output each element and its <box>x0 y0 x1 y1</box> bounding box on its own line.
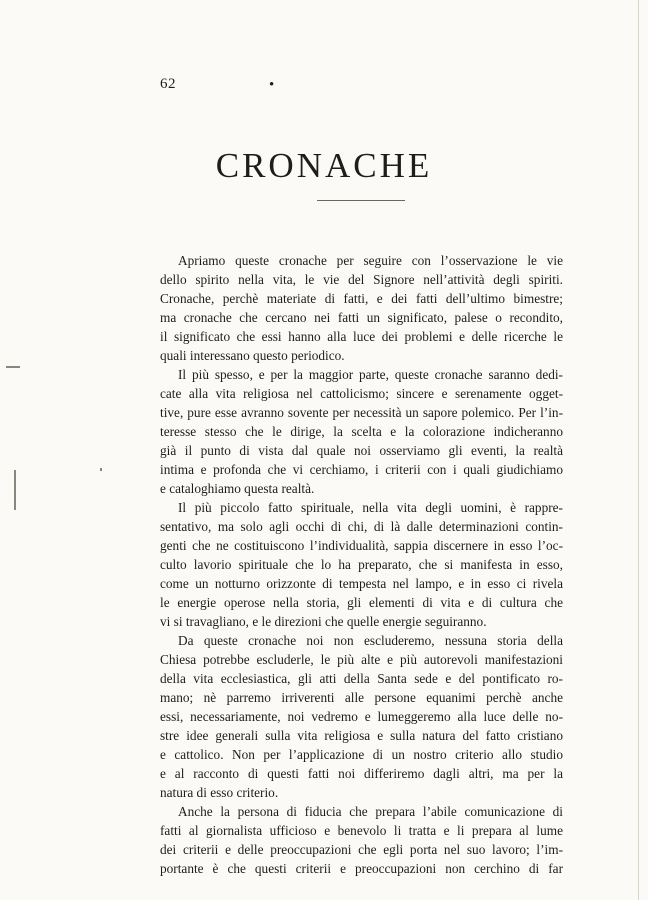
paragraph <box>160 498 563 631</box>
text-line: natura di esso criterio. <box>160 785 279 800</box>
text-line: cate alla vita religiosa nel cattolicismo; sincere e serenamente ogget- <box>160 386 563 401</box>
page-title: CRONACHE <box>215 146 433 185</box>
text-line: genti che ne costituiscono l’individualità, sappia discernere in esso l’oc- <box>160 538 563 553</box>
text-line: dei criterii e delle preoccupazioni che egli porta nel suo lavoro; l’im- <box>160 842 563 857</box>
title-divider <box>317 200 405 201</box>
text-line: mano; nè parremo irriverenti alle persone equanimi perchè anche <box>160 690 563 705</box>
text-line: tive, pure esse avranno sovente per necessità un sapore polemico. Per l’in- <box>160 405 563 420</box>
article-body <box>160 251 563 878</box>
text-line: già il punto di vista dal quale noi osserviamo gli eventi, la realtà <box>160 443 563 458</box>
text-line: teresse stesso che le dirige, la scelta e la colorazione indicheranno <box>160 424 563 439</box>
paragraph <box>160 365 563 498</box>
text-line: fatti al giornalista ufficioso e benevolo li tratta e li prepara al lume <box>160 823 563 838</box>
text-line: Apriamo queste cronache per seguire con l’osservazione le vie <box>178 253 563 268</box>
text-line: essi, necessariamente, noi vedremo e lumeggeremo alla luce delle no- <box>160 709 563 724</box>
text-line: Il più spesso, e per la maggior parte, queste cronache saranno dedi- <box>178 367 563 382</box>
text-line: quali interessano questo periodico. <box>160 348 345 363</box>
text-line: Anche la persona di fiducia che prepara l’abile comunicazione di <box>178 804 563 819</box>
text-line: portante è che questi criterii e preoccupazioni non cerchino di far <box>160 861 563 876</box>
text-line: vi si travagliano, e le direzioni che quelle energie seguiranno. <box>160 614 487 629</box>
header-ornament: • <box>269 77 275 93</box>
text-line: Chiesa potrebbe escluderle, le più alte e più autorevoli manifestazioni <box>160 652 563 667</box>
text-line: della vita ecclesiastica, gli atti della Santa sede e del pontificato ro- <box>160 671 563 686</box>
text-line: ma cronache che cercano nei fatti un significato, palese o recondito, <box>160 310 563 325</box>
text-line: il significato che essi hanno alla luce dei problemi e delle ricerche le <box>160 329 563 344</box>
text-line: e cataloghiamo questa realtà. <box>160 481 315 496</box>
margin-speck <box>100 468 102 471</box>
text-line: dello spirito nella vita, le vie del Signore nell’attività degli spiriti. <box>160 272 563 287</box>
text-line: Da queste cronache noi non escluderemo, nessuna storia della <box>178 633 563 648</box>
text-line: sentativo, ma solo agli occhi di chi, di là dalle determinazioni contin- <box>160 519 563 534</box>
text-line: e al racconto di questi fatti noi differiremo dagli altri, ma per la <box>160 766 563 781</box>
text-line: Cronache, perchè materiate di fatti, e dei fatti dell’ultimo bimestre; <box>160 291 563 306</box>
paragraph <box>160 631 563 802</box>
text-line: Il più piccolo fatto spirituale, nella vita degli uomini, è rappre- <box>178 500 563 515</box>
text-line: come un notturno orizzonte di tempesta nel lampo, e in esso ci rivela <box>160 576 563 591</box>
paragraph <box>160 802 563 878</box>
text-line: intima e profonda che vi cerchiamo, i criterii con i quali giudichiamo <box>160 462 563 477</box>
page-number: 62 <box>160 76 176 92</box>
text-line: culto lavorio spirituale che lo ha preparato, che si manifesta in esso, <box>160 557 563 572</box>
paragraph <box>160 251 563 365</box>
text-line: e cattolico. Non per l’applicazione di un nostro criterio allo studio <box>160 747 563 762</box>
margin-speck <box>14 470 16 510</box>
text-line: le energie operose nella storia, gli elementi di vita e di cultura che <box>160 595 563 610</box>
text-line: stre idee generali sulla vita religiosa e sulla natura del fatto cristiano <box>160 728 563 743</box>
page-edge-line <box>638 0 639 900</box>
margin-speck <box>6 366 20 368</box>
